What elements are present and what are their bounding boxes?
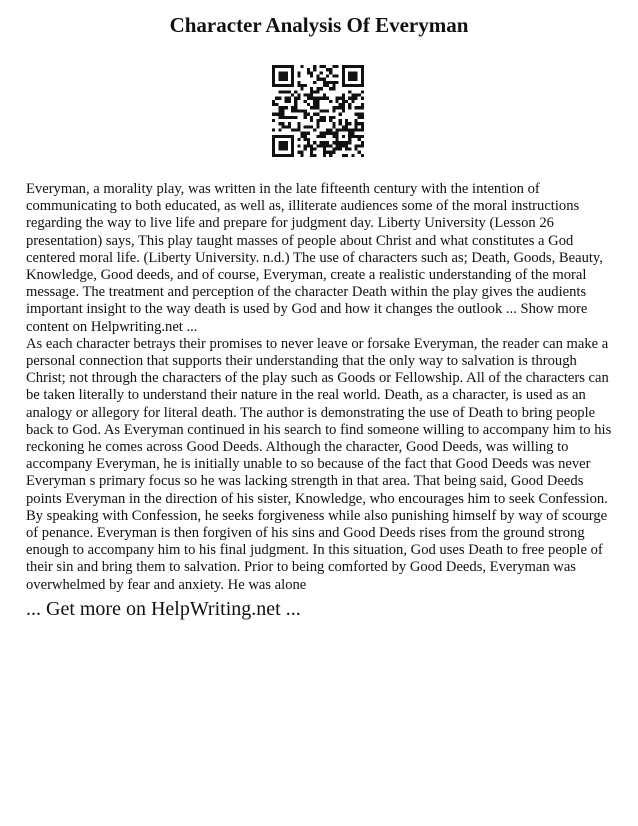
- paragraph-2: As each character betrays their promises to never leave or forsake Everyman, the reader can make a personal connection that supports their understanding that the only way to salvation is through Christ; not through the characters of the play such as Goods or Fellowship. All of the characters can be taken literally to understand their nature in the real world. Death, as a character, is used as an analogy or allegory for literal death. The author is demonstrating the use of Death to bring people back to God. As Everyman continued in his search to find someone willing to accompany him to his reckoning he comes across Good Deeds. Although the character, Good Deeds, was willing to accompany Everyman, he is initially unable to so because of the fact that Good Deeds was never Everyman s primary focus so he was lacking strength in that area. That being said, Good Deeds points Everyman in the direction of his sister, Knowledge, who encourages him to seek Confession. By speaking with Confession, he seeks forgiveness while also punishing himself by way of scourge of penance. Everyman is then forgiven of his sins and Good Deeds rises from the ground strong enough to accompany him to his final judgment. In this situation, God uses Death to free people of their sin and bring them to salvation. Prior to being comforted by Good Deeds, Everyman was overwhelmed by fear and anxiety. He was alone: [26, 335, 612, 593]
- paragraph-1: Everyman, a morality play, was written in the late fifteenth century with the intention of communicating to both educated, as well as, illiterate audiences some of the moral instructions regarding the way to live life and prepare for judgment day. Liberty University (Lesson 26 presentation) says, This play taught masses of people about Christ and what constitutes a God centered moral life. (Liberty University. n.d.) The use of characters such as; Death, Goods, Beauty, Knowledge, Good deeds, and of course, Everyman, create a realistic understanding of the moral message. The treatment and perception of the character Death within the play gives the audients important insight to the way death is used by God and how it changes the outlook ... Show more content on Helpwriting.net ...: [26, 181, 603, 335]
- get-more-link[interactable]: ... Get more on HelpWriting.net ...: [26, 598, 301, 620]
- qr-code-icon[interactable]: [272, 65, 364, 157]
- article-body: [26, 181, 614, 594]
- page-title: Character Analysis Of Everyman: [169, 13, 469, 37]
